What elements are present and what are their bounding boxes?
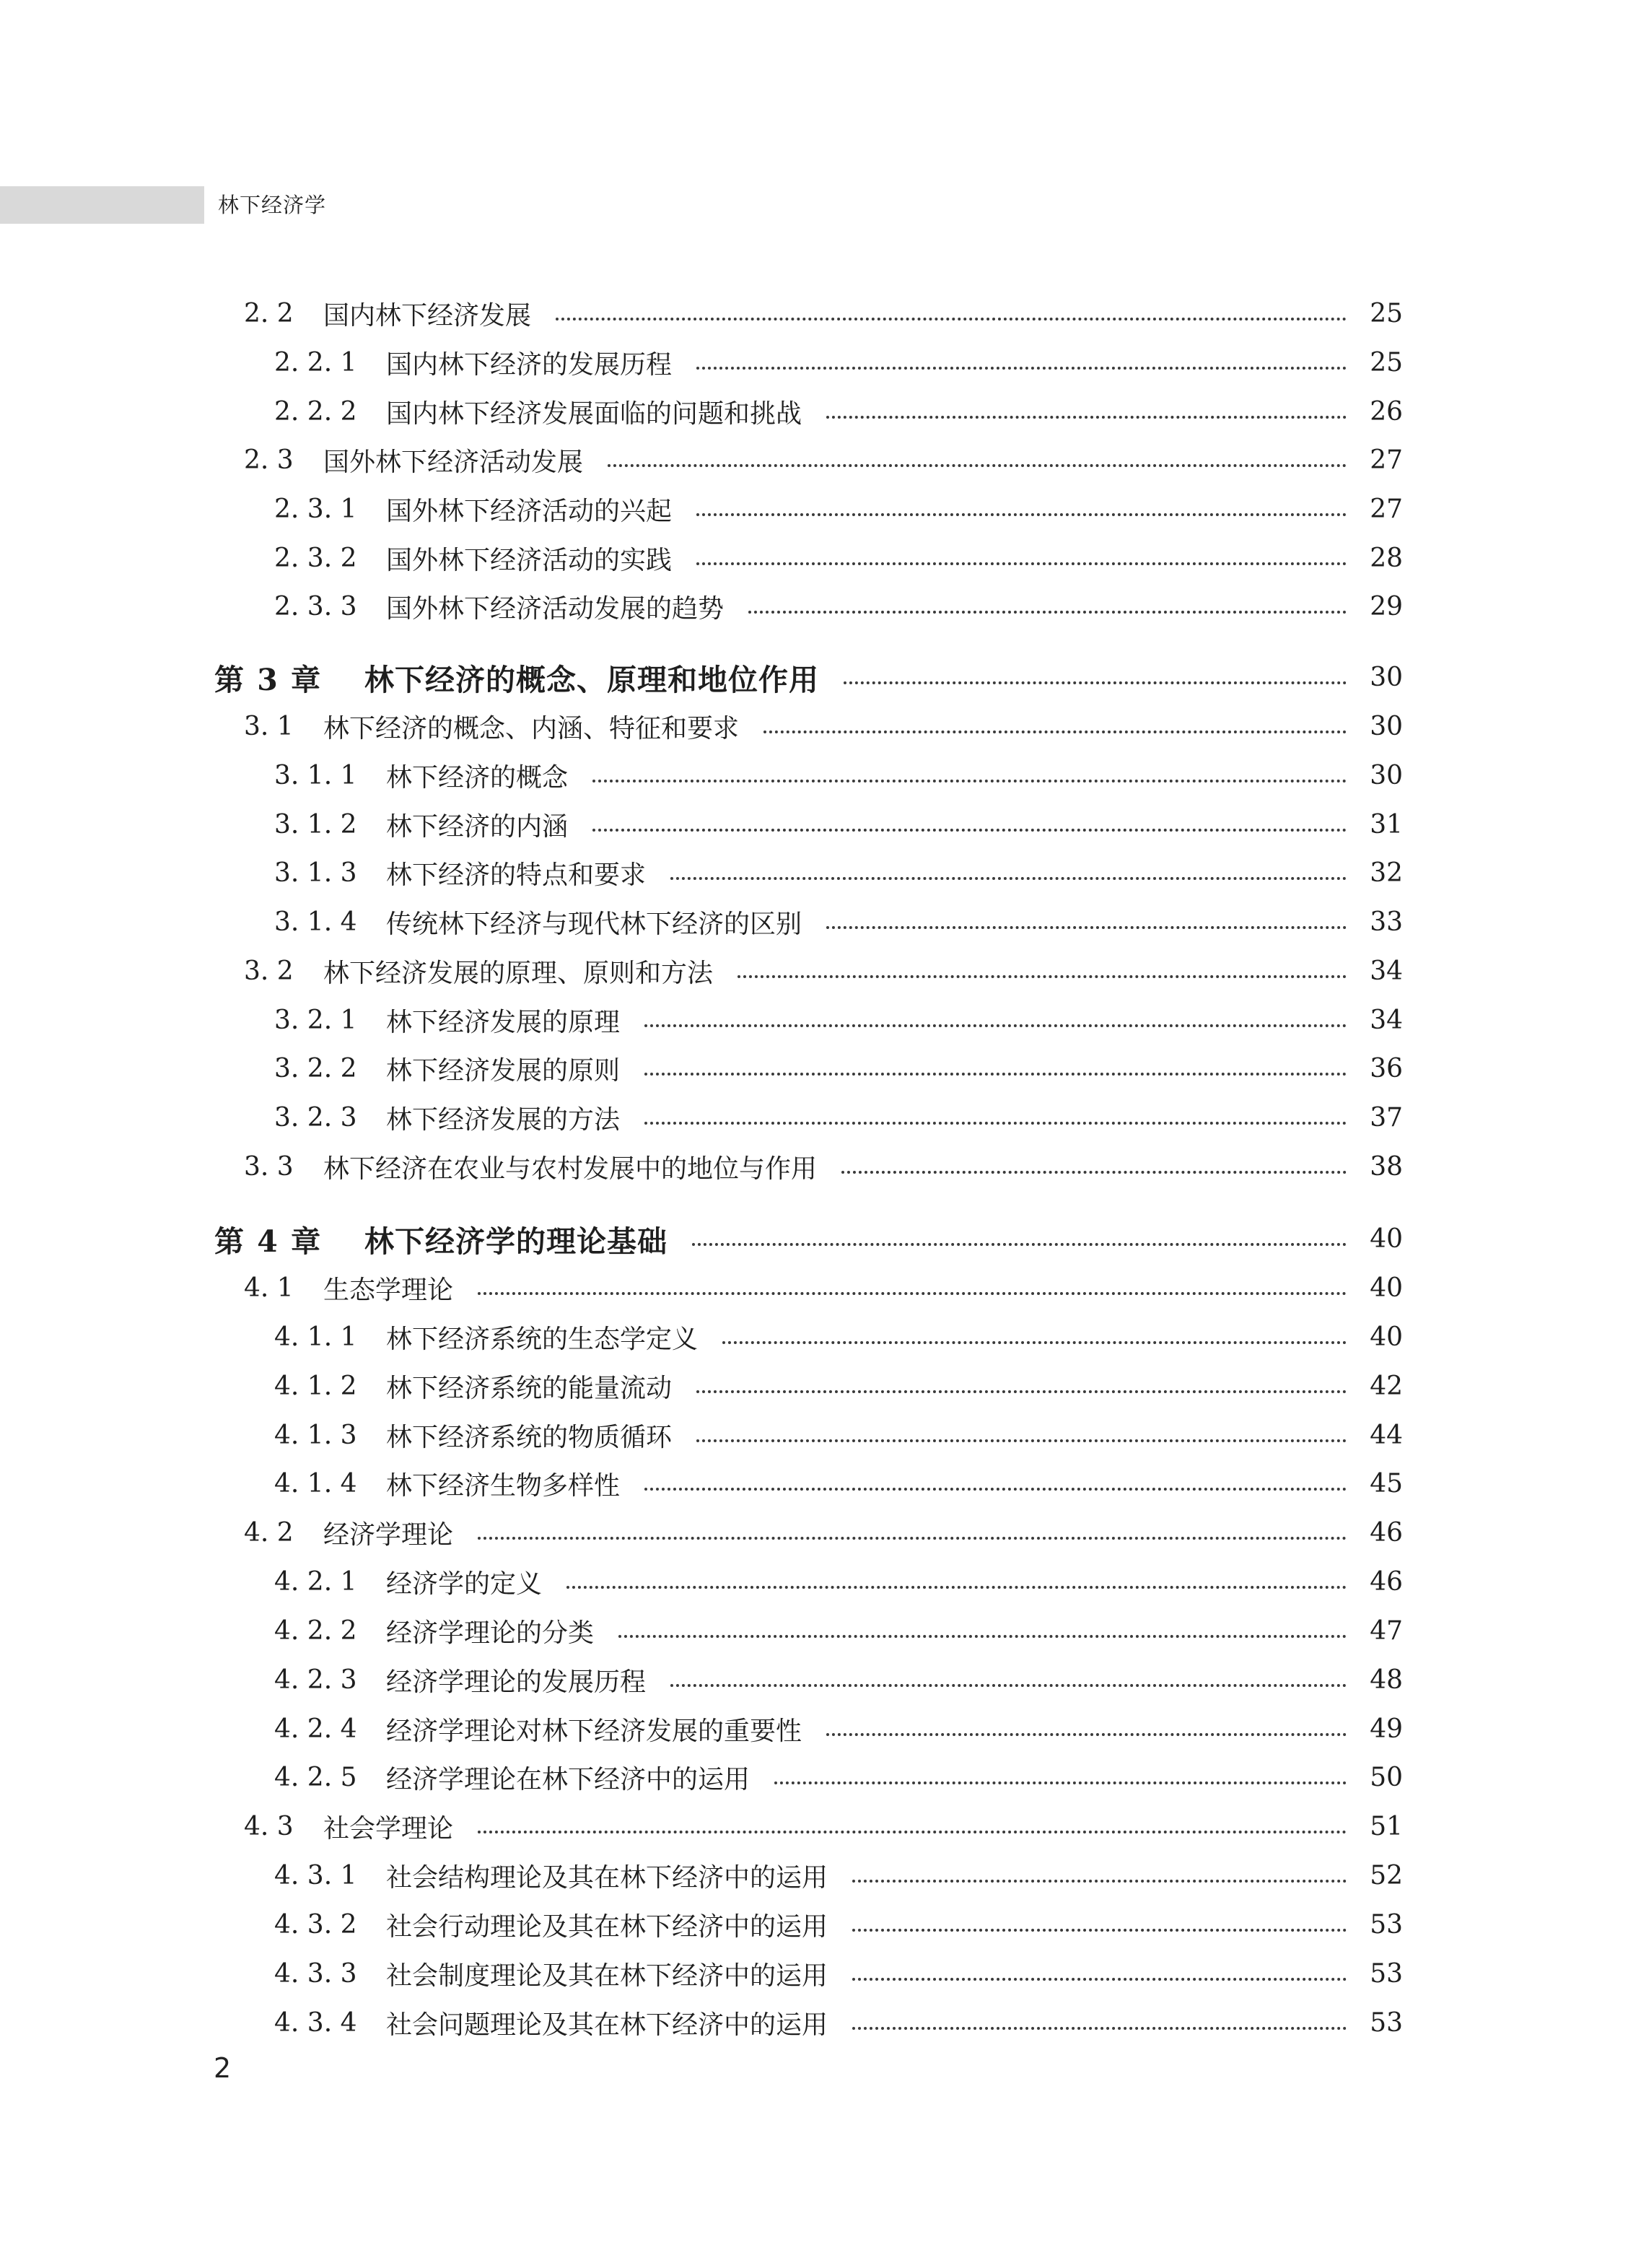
dot-leader [774, 1776, 1347, 1784]
toc-entry-page: 30 [1370, 662, 1403, 692]
dot-leader [608, 458, 1347, 467]
page-number: 2 [214, 2052, 232, 2084]
toc-entry-page: 46 [1370, 1517, 1403, 1548]
dot-leader [670, 1678, 1347, 1687]
toc-entry-page: 52 [1370, 1860, 1403, 1890]
toc-entry-title: 经济学的定义 [386, 1569, 543, 1599]
dot-leader [592, 774, 1347, 782]
toc-entry-page: 47 [1370, 1615, 1403, 1646]
toc-entry [0, 1950, 1628, 1997]
toc-entry [0, 486, 1628, 532]
toc-entry [0, 1363, 1628, 1409]
toc-entry-title: 社会结构理论及其在林下经济中的运用 [386, 1862, 828, 1893]
toc-entry-number: 4. 3. 3 [274, 1958, 357, 1989]
toc-entry-number: 4. 2. 4 [274, 1714, 357, 1744]
toc-entry [0, 752, 1628, 798]
toc-entry-title: 国内林下经济的发展历程 [386, 349, 673, 380]
toc-entry-number: 3. 1 [244, 711, 294, 741]
dot-leader [478, 1825, 1347, 1833]
toc-entry-title: 林下经济系统的能量流动 [386, 1373, 673, 1403]
toc-entry-number: 2. 2 [244, 298, 294, 328]
toc-entry-page: 40 [1370, 1322, 1403, 1352]
toc-entry [0, 1706, 1628, 1752]
toc-entry-title: 国外林下经济活动发展 [323, 447, 584, 477]
toc-entry [0, 1852, 1628, 1898]
toc-entry-page: 33 [1370, 907, 1403, 937]
toc-entry-title: 林下经济的概念、内涵、特征和要求 [323, 713, 740, 743]
toc-entry [0, 1509, 1628, 1556]
toc-entry [0, 1412, 1628, 1458]
dot-leader [696, 557, 1347, 565]
toc-entry-title: 社会行动理论及其在林下经济中的运用 [386, 1911, 828, 1942]
toc-entry-number: 4. 2. 1 [274, 1566, 357, 1597]
dot-leader [826, 410, 1347, 419]
toc-entry-page: 32 [1370, 858, 1403, 888]
toc-entry-number: 4. 3. 1 [274, 1860, 357, 1890]
toc-entry-title: 林下经济的特点和要求 [386, 860, 647, 890]
dot-leader [763, 725, 1347, 733]
toc-entry-number: 4. 1. 3 [274, 1420, 357, 1450]
toc-entry-page: 34 [1370, 1005, 1403, 1035]
toc-entry [0, 850, 1628, 896]
toc-entry [0, 1999, 1628, 2046]
dot-leader [738, 969, 1347, 978]
dot-leader [841, 1165, 1347, 1174]
toc-entry [0, 948, 1628, 994]
toc-entry-title: 生态学理论 [323, 1275, 454, 1305]
toc-entry [0, 801, 1628, 847]
dot-leader [826, 1727, 1347, 1736]
toc-entry-title: 社会制度理论及其在林下经济中的运用 [386, 1960, 828, 1991]
toc-entry-page: 40 [1370, 1224, 1403, 1254]
toc-entry-page: 26 [1370, 396, 1403, 427]
toc-entry-number: 2. 3. 1 [274, 494, 357, 524]
dot-leader [566, 1580, 1347, 1589]
toc-entry-number: 4. 1 [244, 1273, 294, 1303]
toc-entry [0, 290, 1628, 336]
toc-entry-title: 经济学理论 [323, 1519, 454, 1550]
toc-entry-number: 3. 2. 2 [274, 1053, 357, 1083]
toc-entry-number: 3. 1. 3 [274, 858, 357, 888]
toc-chapter-entry [0, 1216, 1628, 1262]
dot-leader [644, 1019, 1347, 1027]
dot-leader [692, 1237, 1347, 1246]
dot-leader [826, 920, 1347, 929]
toc-entry-page: 49 [1370, 1714, 1403, 1744]
toc-entry [0, 1558, 1628, 1605]
toc-entry [0, 703, 1628, 749]
toc-entry-page: 50 [1370, 1762, 1403, 1792]
dot-leader [852, 1874, 1347, 1883]
toc-entry-title: 社会学理论 [323, 1813, 454, 1844]
toc-entry-page: 46 [1370, 1566, 1403, 1597]
toc-entry-number: 4. 2. 2 [274, 1615, 357, 1646]
toc-entry-number: 3. 3 [244, 1151, 294, 1182]
toc-entry-page: 29 [1370, 591, 1403, 621]
toc-entry-title: 林下经济发展的方法 [386, 1104, 621, 1135]
toc-entry-number: 3. 2. 1 [274, 1005, 357, 1035]
toc-entry-number: 2. 3. 3 [274, 591, 357, 621]
toc-entry [0, 997, 1628, 1043]
dot-leader [844, 676, 1347, 684]
dot-leader [644, 1482, 1347, 1491]
toc-chapter-title: 林下经济学的理论基础 [364, 1224, 668, 1259]
dot-leader [696, 361, 1347, 370]
toc-entry-number: 2. 2. 2 [274, 396, 357, 427]
toc-entry-number: 4. 3. 2 [274, 1909, 357, 1940]
dot-leader [670, 871, 1347, 880]
toc-entry-page: 25 [1370, 347, 1403, 378]
toc-entry-title: 林下经济在农业与农村发展中的地位与作用 [323, 1153, 818, 1184]
toc-chapter-number: 第 4 章 [214, 1224, 323, 1259]
toc-entry [0, 1754, 1628, 1800]
toc-entry-title: 林下经济系统的物质循环 [386, 1422, 673, 1452]
toc-entry [0, 388, 1628, 435]
dot-leader [556, 312, 1347, 320]
toc-entry-title: 国内林下经济发展 [323, 300, 532, 331]
toc-entry-page: 53 [1370, 2007, 1403, 2038]
toc-entry-number: 4. 3 [244, 1811, 294, 1841]
toc-entry-page: 30 [1370, 711, 1403, 741]
toc-entry-number: 2. 3. 2 [274, 543, 357, 573]
toc-entry-page: 37 [1370, 1102, 1403, 1133]
toc-entry-title: 国外林下经济活动的兴起 [386, 496, 673, 526]
toc-entry-title: 经济学理论的发展历程 [386, 1667, 647, 1697]
toc-entry [0, 1657, 1628, 1703]
dot-leader [722, 1335, 1347, 1344]
toc-entry-number: 4. 1. 1 [274, 1322, 357, 1352]
toc-entry-number: 4. 2. 5 [274, 1762, 357, 1792]
toc-entry-number: 4. 1. 2 [274, 1371, 357, 1401]
toc-entry [0, 1460, 1628, 1506]
toc-entry [0, 1094, 1628, 1140]
toc-entry-title: 林下经济的内涵 [386, 811, 569, 842]
toc-entry [0, 1265, 1628, 1311]
dot-leader [696, 1434, 1347, 1442]
toc-entry-page: 48 [1370, 1665, 1403, 1695]
toc-entry-number: 3. 2 [244, 956, 294, 986]
toc-entry [0, 535, 1628, 581]
toc-entry-page: 44 [1370, 1420, 1403, 1450]
toc-entry-page: 27 [1370, 445, 1403, 475]
toc-entry [0, 1901, 1628, 1948]
toc-entry-number: 4. 1. 4 [274, 1468, 357, 1499]
toc-entry-number: 3. 1. 4 [274, 907, 357, 937]
toc-entry [0, 583, 1628, 629]
toc-entry-number: 2. 2. 1 [274, 347, 357, 378]
toc-entry-number: 3. 1. 1 [274, 760, 357, 790]
toc-entry-page: 45 [1370, 1468, 1403, 1499]
toc-entry-page: 38 [1370, 1151, 1403, 1182]
toc-entry-page: 40 [1370, 1273, 1403, 1303]
toc-entry-page: 30 [1370, 760, 1403, 790]
toc-entry-title: 林下经济发展的原则 [386, 1055, 621, 1086]
toc-entry [0, 1045, 1628, 1091]
toc-entry [0, 1803, 1628, 1849]
toc-chapter-number: 第 3 章 [214, 662, 323, 697]
toc-entry [0, 1608, 1628, 1654]
toc-entry-title: 林下经济发展的原理 [386, 1007, 621, 1037]
toc-entry-number: 3. 1. 2 [274, 809, 357, 839]
dot-leader [478, 1531, 1347, 1540]
toc-entry-title: 经济学理论在林下经济中的运用 [386, 1764, 750, 1794]
toc-chapter-entry [0, 654, 1628, 700]
dot-leader [852, 1972, 1347, 1981]
toc-entry-title: 林下经济系统的生态学定义 [386, 1324, 699, 1354]
toc-entry-page: 51 [1370, 1811, 1403, 1841]
toc-entry-title: 林下经济的概念 [386, 762, 569, 793]
dot-leader [478, 1286, 1347, 1295]
toc-entry-number: 4. 2. 3 [274, 1665, 357, 1695]
dot-leader [852, 1923, 1347, 1932]
toc-entry-page: 25 [1370, 298, 1403, 328]
dot-leader [592, 823, 1347, 832]
toc-entry-page: 31 [1370, 809, 1403, 839]
toc-entry-page: 28 [1370, 543, 1403, 573]
toc-entry-title: 国外林下经济活动发展的趋势 [386, 593, 725, 624]
toc-entry [0, 437, 1628, 483]
dot-leader [618, 1629, 1347, 1638]
dot-leader [644, 1116, 1347, 1125]
dot-leader [852, 2021, 1347, 2030]
toc-entry [0, 339, 1628, 385]
toc-entry [0, 1314, 1628, 1360]
toc-entry-title: 林下经济发展的原理、原则和方法 [323, 958, 714, 988]
toc-entry-title: 社会问题理论及其在林下经济中的运用 [386, 2010, 828, 2040]
toc-entry [0, 899, 1628, 945]
toc-entry-title: 国外林下经济活动的实践 [386, 545, 673, 575]
toc-entry-page: 27 [1370, 494, 1403, 524]
dot-leader [696, 1384, 1347, 1393]
toc-entry-number: 2. 3 [244, 445, 294, 475]
dot-leader [748, 605, 1347, 614]
dot-leader [644, 1067, 1347, 1076]
toc-entry-title: 经济学理论对林下经济发展的重要性 [386, 1716, 802, 1746]
dot-leader [696, 507, 1347, 516]
toc-entry-title: 传统林下经济与现代林下经济的区别 [386, 909, 802, 939]
toc-entry-number: 4. 3. 4 [274, 2007, 357, 2038]
running-header-title: 林下经济学 [218, 193, 327, 217]
toc-entry-page: 53 [1370, 1909, 1403, 1940]
toc-entry-number: 4. 2 [244, 1517, 294, 1548]
toc-entry-page: 42 [1370, 1371, 1403, 1401]
toc-entry-title: 林下经济生物多样性 [386, 1470, 621, 1501]
toc-entry-page: 53 [1370, 1958, 1403, 1989]
toc-entry [0, 1143, 1628, 1190]
toc-entry-title: 国内林下经济发展面临的问题和挑战 [386, 398, 802, 429]
toc-entry-page: 36 [1370, 1053, 1403, 1083]
toc-entry-number: 3. 2. 3 [274, 1102, 357, 1133]
toc-entry-page: 34 [1370, 956, 1403, 986]
toc-chapter-title: 林下经济的概念、原理和地位作用 [364, 662, 819, 697]
toc-entry-title: 经济学理论的分类 [386, 1618, 595, 1648]
